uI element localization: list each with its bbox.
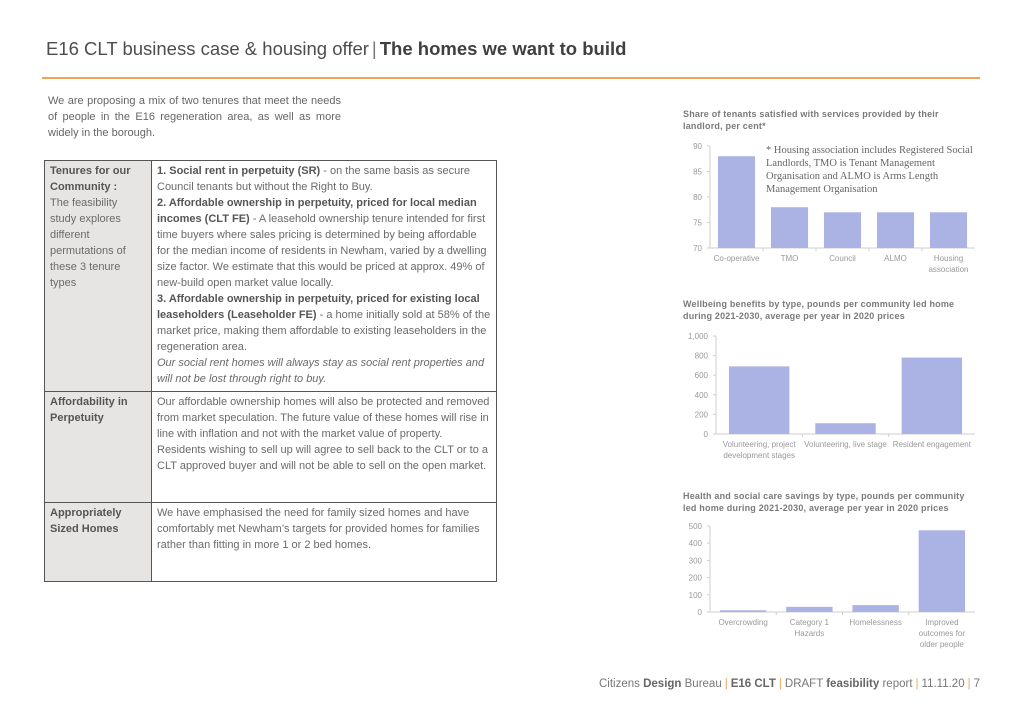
page-number: 7 <box>973 678 980 690</box>
y-tick-label: 0 <box>703 430 708 439</box>
footer-separator: | <box>724 678 728 690</box>
y-tick-label: 75 <box>693 218 702 228</box>
tenure-item-text: - A leasehold ownership tenure intended for first time buyers where sales pricing is determined by being affordable for the median income of residents in Newham, varied by a dwelling size factor. We estimate that this would be priced at approx. 49% of new-build open market value locally. <box>157 213 487 289</box>
chart-1-note: * Housing association includes Registered Social Landlords, TMO is Tenant Management Organisation and ALMO is Arms Length Management Organisation <box>766 145 973 195</box>
x-tick-label: outcomes for <box>918 629 965 638</box>
tenure-item-title: 1. Social rent in perpetuity (SR) <box>157 165 321 177</box>
bar <box>729 366 789 434</box>
y-tick-label: 600 <box>694 371 708 381</box>
x-tick-label: Improved <box>925 618 959 627</box>
x-tick-label: Co-operative <box>713 254 760 263</box>
y-tick-label: 70 <box>693 244 702 253</box>
title-separator: | <box>371 38 377 59</box>
row-label <box>45 392 152 503</box>
y-tick-label: 80 <box>693 193 702 202</box>
x-tick-label: association <box>928 265 969 274</box>
bar <box>930 212 967 248</box>
bar <box>771 207 808 248</box>
health-savings-chart <box>680 518 980 660</box>
chart-2-title: Wellbeing benefits by type, pounds per community led home during 2021-2030, average per year in 2020 prices <box>683 299 955 321</box>
footer-org-bold: Design <box>643 678 682 690</box>
tenure-note-italic: Our social rent homes will always stay as social rent properties and will not be lost through right to buy. <box>157 357 485 385</box>
tenure-note <box>157 355 491 387</box>
row-label <box>45 161 152 392</box>
table-row <box>45 503 497 582</box>
row-content: We have emphasised the need for family sized homes and have comfortably met Newham’s targets for provided homes for families rather than fitting in more 1 or 2 bed homes. <box>152 503 497 582</box>
table-row <box>45 161 497 392</box>
tenure-item-title: 2. Affordable ownership in perpetuity, priced for local median incomes (CLT FE) <box>157 197 477 225</box>
table-row <box>45 392 497 503</box>
title-bold: The homes we want to build <box>379 38 627 59</box>
satisfaction-chart <box>680 138 980 283</box>
footer-doc-end: report <box>879 678 913 690</box>
bar <box>919 530 965 612</box>
row-label <box>45 503 152 582</box>
y-tick-label: 400 <box>688 539 702 549</box>
x-tick-label: ALMO <box>884 254 907 263</box>
row-label-text: The feasibility study explores different permutations of these 3 tenure types <box>50 197 126 289</box>
row-label-bold: Tenures for our Community : <box>50 165 131 193</box>
x-tick-label: older people <box>919 640 964 649</box>
tenure-item <box>157 163 491 195</box>
footer-date: 11.11.20 <box>921 678 965 690</box>
row-content: Our affordable ownership homes will also be protected and removed from market speculation. The future value of these homes will rise in line with inflation and not with the market value of property. Residents wishing to sell up will agree to sell back to the CLT or to a CLT approved buyer and will not be able to sell on the open market. <box>152 392 497 503</box>
x-tick-label: Volunteering, live stage <box>804 440 887 449</box>
footer-doc: DRAFT <box>784 678 827 690</box>
y-tick-label: 100 <box>688 590 702 600</box>
bar <box>852 605 898 612</box>
bar <box>720 610 766 612</box>
footer-separator: | <box>778 678 782 690</box>
bar <box>902 358 962 434</box>
tenure-item-text: - on the same basis as secure Council tenants but without the Right to Buy. <box>157 165 470 193</box>
y-tick-label: 800 <box>694 351 708 361</box>
row-label-bold: Appropriately Sized Homes <box>50 507 122 535</box>
tenure-item-title: 3. Affordable ownership in perpetuity, priced for existing local leaseholders (Leaseholder FE) <box>157 293 480 321</box>
footer-org-end: Bureau <box>681 678 722 690</box>
y-tick-label: 400 <box>694 390 708 400</box>
y-tick-label: 300 <box>688 556 702 566</box>
x-tick-label: Overcrowding <box>718 618 768 627</box>
y-tick-label: 500 <box>688 522 702 531</box>
x-tick-label: development stages <box>723 451 795 460</box>
row-label-bold: Affordability in Perpetuity <box>50 396 128 424</box>
footer-doc-bold: feasibility <box>826 678 880 690</box>
x-tick-label: Council <box>829 254 856 263</box>
bar <box>718 156 755 248</box>
tenure-item-text: - a home initially sold at 58% of the market price, making them affordable to existing leaseholders in the regeneration area. <box>157 309 491 353</box>
row-content <box>152 161 497 392</box>
tenure-item <box>157 195 491 291</box>
chart-3-title: Health and social care savings by type, pounds per community led home during 2021-2030, average per year in 2020 prices <box>683 491 965 513</box>
y-tick-label: 200 <box>694 410 708 420</box>
y-tick-label: 85 <box>693 167 702 177</box>
bar <box>815 423 875 434</box>
page-footer <box>599 678 980 690</box>
tenure-table <box>44 160 497 582</box>
x-tick-label: Housing <box>933 254 964 263</box>
x-tick-label: Resident engagement <box>892 440 971 449</box>
title-regular: E16 CLT business case & housing offer <box>46 38 369 59</box>
x-tick-label: TMO <box>780 254 799 263</box>
bar <box>786 607 832 612</box>
footer-separator: | <box>915 678 919 690</box>
bar <box>824 212 861 248</box>
header-divider <box>42 77 980 79</box>
wellbeing-chart <box>680 328 980 470</box>
y-tick-label: 90 <box>693 142 702 151</box>
page-title <box>46 38 626 60</box>
footer-project: E16 CLT <box>730 678 776 690</box>
y-tick-label: 1,000 <box>687 332 708 341</box>
x-tick-label: Homelessness <box>849 618 902 627</box>
tenure-item <box>157 291 491 355</box>
x-tick-label: Category 1 <box>789 618 829 627</box>
x-tick-label: Hazards <box>794 629 825 638</box>
chart-1-title: Share of tenants satisfied with services provided by their landlord, per cent* <box>683 109 939 131</box>
bar <box>877 212 914 248</box>
footer-org: Citizens <box>598 678 644 690</box>
intro-paragraph: We are proposing a mix of two tenures that meet the needs of people in the E16 regeneration area, as well as more widely in the borough. <box>48 95 341 139</box>
y-tick-label: 200 <box>688 573 702 583</box>
y-tick-label: 0 <box>697 608 702 617</box>
x-tick-label: Volunteering, project <box>722 440 796 449</box>
footer-separator: | <box>967 678 971 690</box>
